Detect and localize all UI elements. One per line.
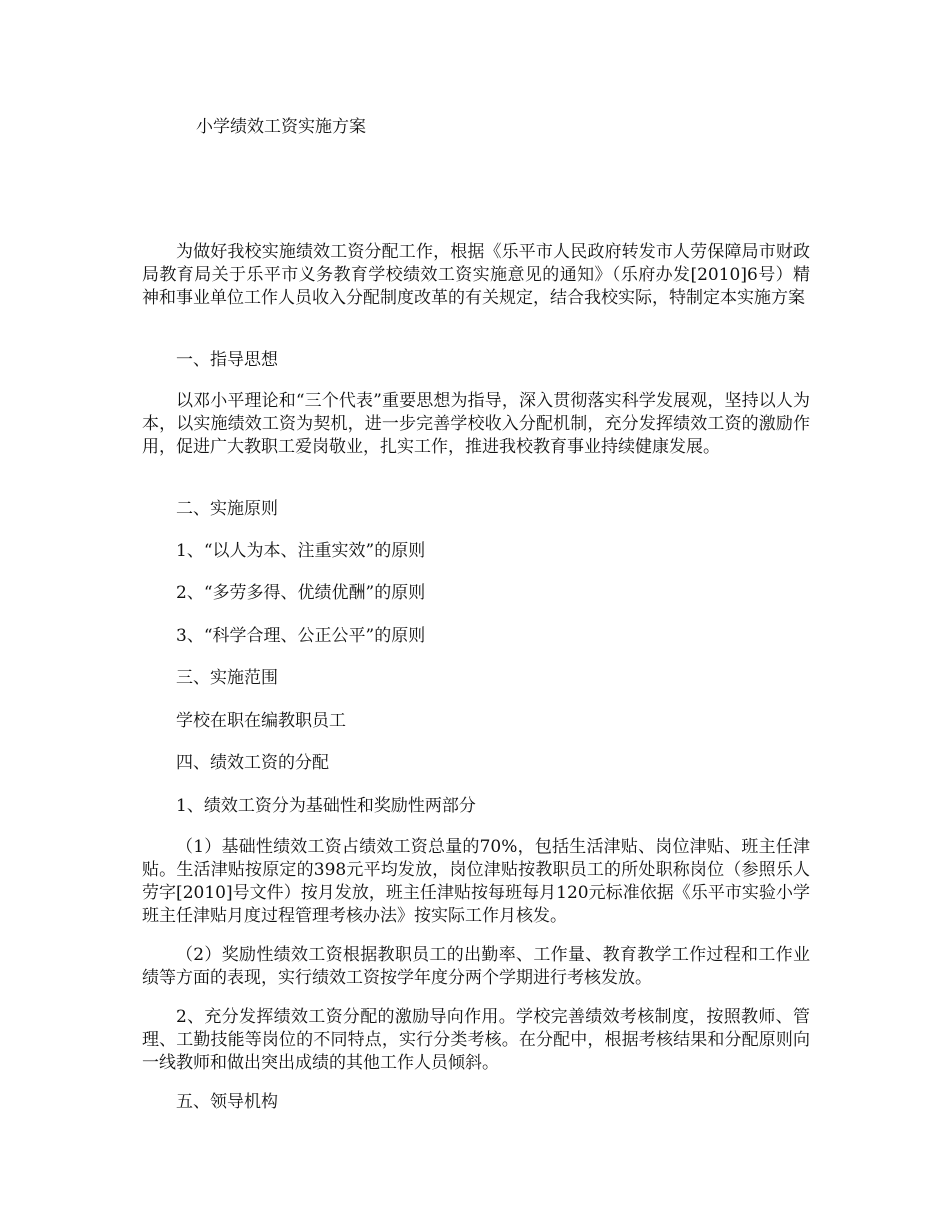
document-title: 小学绩效工资实施方案 xyxy=(196,117,366,137)
section-heading-distribution: 四、绩效工资的分配 xyxy=(176,753,329,773)
guiding-ideology-paragraph: 以邓小平理论和“三个代表”重要思想为指导，深入贯彻落实科学发展观，坚持以人为本，以实施绩效工资为契机，进一步完善学校收入分配机制，充分发挥绩效工资的激励作用，促进广大教职工爱岗敬业，扎实工作，推进我校教育事业持续健康发展。 xyxy=(142,391,810,457)
distribution-item-1-sub-1: （1）基础性绩效工资占绩效工资总量的70%，包括生活津贴、岗位津贴、班主任津贴。生活津贴按原定的398元平均发放，岗位津贴按教职员工的所处职称岗位（参照乐人劳字[2010]号文件）按月发放，班主任津贴按每班每月120元标准依据《乐平市实验小学班主任津贴月度过程管理考核办法》按实际工作月核发。 xyxy=(142,837,810,926)
scope-text: 学校在职在编教职员工 xyxy=(176,711,346,731)
section-heading-guiding-ideology: 一、指导思想 xyxy=(176,350,278,370)
distribution-item-2: 2、充分发挥绩效工资分配的激励导向作用。学校完善绩效考核制度，按照教师、管理、工勤技能等岗位的不同特点，实行分类考核。在分配中，根据考核结果和分配原则向一线教师和做出突出成绩的其他工作人员倾斜。 xyxy=(142,1007,810,1073)
principle-item-1: 1、“以人为本、注重实效”的原则 xyxy=(176,541,426,561)
section-heading-scope: 三、实施范围 xyxy=(176,668,278,688)
distribution-item-1: 1、绩效工资分为基础性和奖励性两部分 xyxy=(176,796,476,816)
distribution-item-1-sub-2: （2）奖励性绩效工资根据教职员工的出勤率、工作量、教育教学工作过程和工作业绩等方面的表现，实行绩效工资按学年度分两个学期进行考核发放。 xyxy=(142,945,810,988)
principle-item-3: 3、“科学合理、公正公平”的原则 xyxy=(176,626,426,646)
section-heading-leadership: 五、领导机构 xyxy=(176,1092,278,1112)
section-heading-principles: 二、实施原则 xyxy=(176,499,278,519)
intro-paragraph: 为做好我校实施绩效工资分配工作，根据《乐平市人民政府转发市人劳保障局市财政局教育局关于乐平市义务教育学校绩效工资实施意见的通知》（乐府办发[2010]6号）精神和事业单位工作人员收入分配制度改革的有关规定，结合我校实际，特制定本实施方案 xyxy=(142,242,810,308)
principle-item-2: 2、“多劳多得、优绩优酬”的原则 xyxy=(176,583,426,603)
